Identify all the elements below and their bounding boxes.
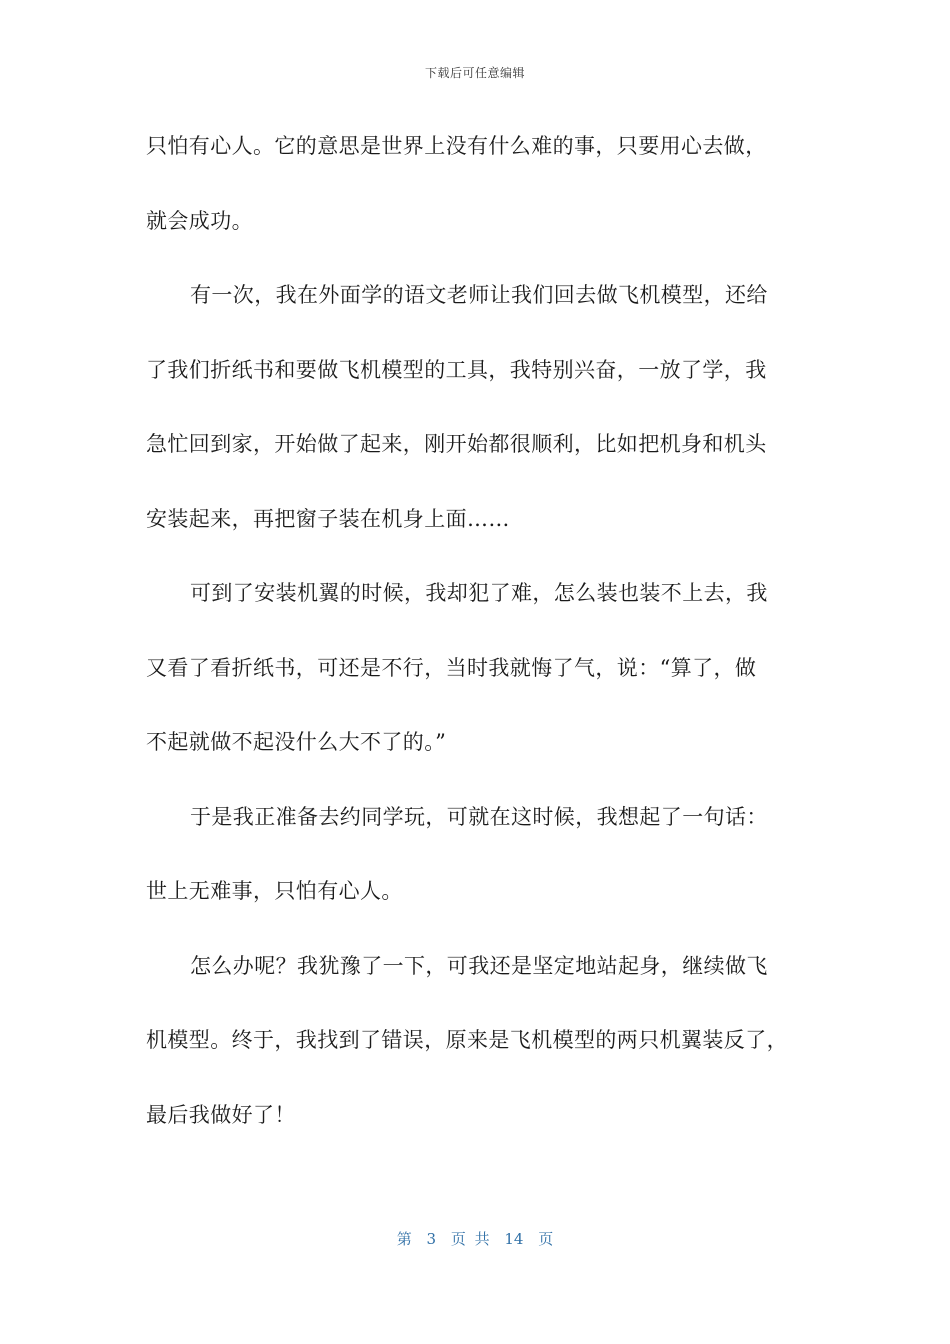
paragraph-start-line: 可到了安装机翼的时候，我却犯了难，怎么装也装不上去，我	[190, 581, 768, 605]
body-line: 了我们折纸书和要做飞机模型的工具，我特别兴奋，一放了学，我	[146, 357, 767, 382]
article-body	[146, 122, 806, 1165]
body-line: 就会成功。	[146, 208, 253, 233]
paragraph-start-line: 有一次，我在外面学的语文老师让我们回去做飞机模型，还给	[190, 283, 768, 307]
total-page-count: 14	[504, 1230, 524, 1248]
footer-suffix: 页	[538, 1230, 554, 1248]
paragraph-start-line: 于是我正准备去约同学玩，可就在这时候，我想起了一句话：	[190, 804, 768, 829]
body-line: 最后我做好了！	[146, 1102, 296, 1127]
body-line: 不起就做不起没什么大不了的。”	[146, 730, 447, 754]
body-line: 世上无难事，只怕有心人。	[146, 879, 403, 903]
current-page-number: 3	[426, 1230, 437, 1248]
page-footer	[0, 1228, 950, 1249]
body-line: 只怕有心人。它的意思是世界上没有什么难的事，只要用心去做，	[146, 134, 767, 158]
body-line: 又看了看折纸书，可还是不行，当时我就悔了气，说：“算了，做	[146, 655, 757, 680]
body-line: 急忙回到家，开始做了起来，刚开始都很顺利，比如把机身和机头	[146, 432, 767, 456]
footer-middle: 页 共	[450, 1230, 490, 1248]
paragraph-start-line: 怎么办呢？我犹豫了一下，可我还是坚定地站起身，继续做飞	[190, 953, 768, 978]
body-line: 机模型。终于，我找到了错误，原来是飞机模型的两只机翼装反了，	[146, 1028, 788, 1052]
footer-prefix: 第	[396, 1230, 412, 1248]
page-header: 下载后可任意编辑	[424, 66, 525, 80]
body-line: 安装起来，再把窗子装在机身上面……	[146, 506, 510, 531]
